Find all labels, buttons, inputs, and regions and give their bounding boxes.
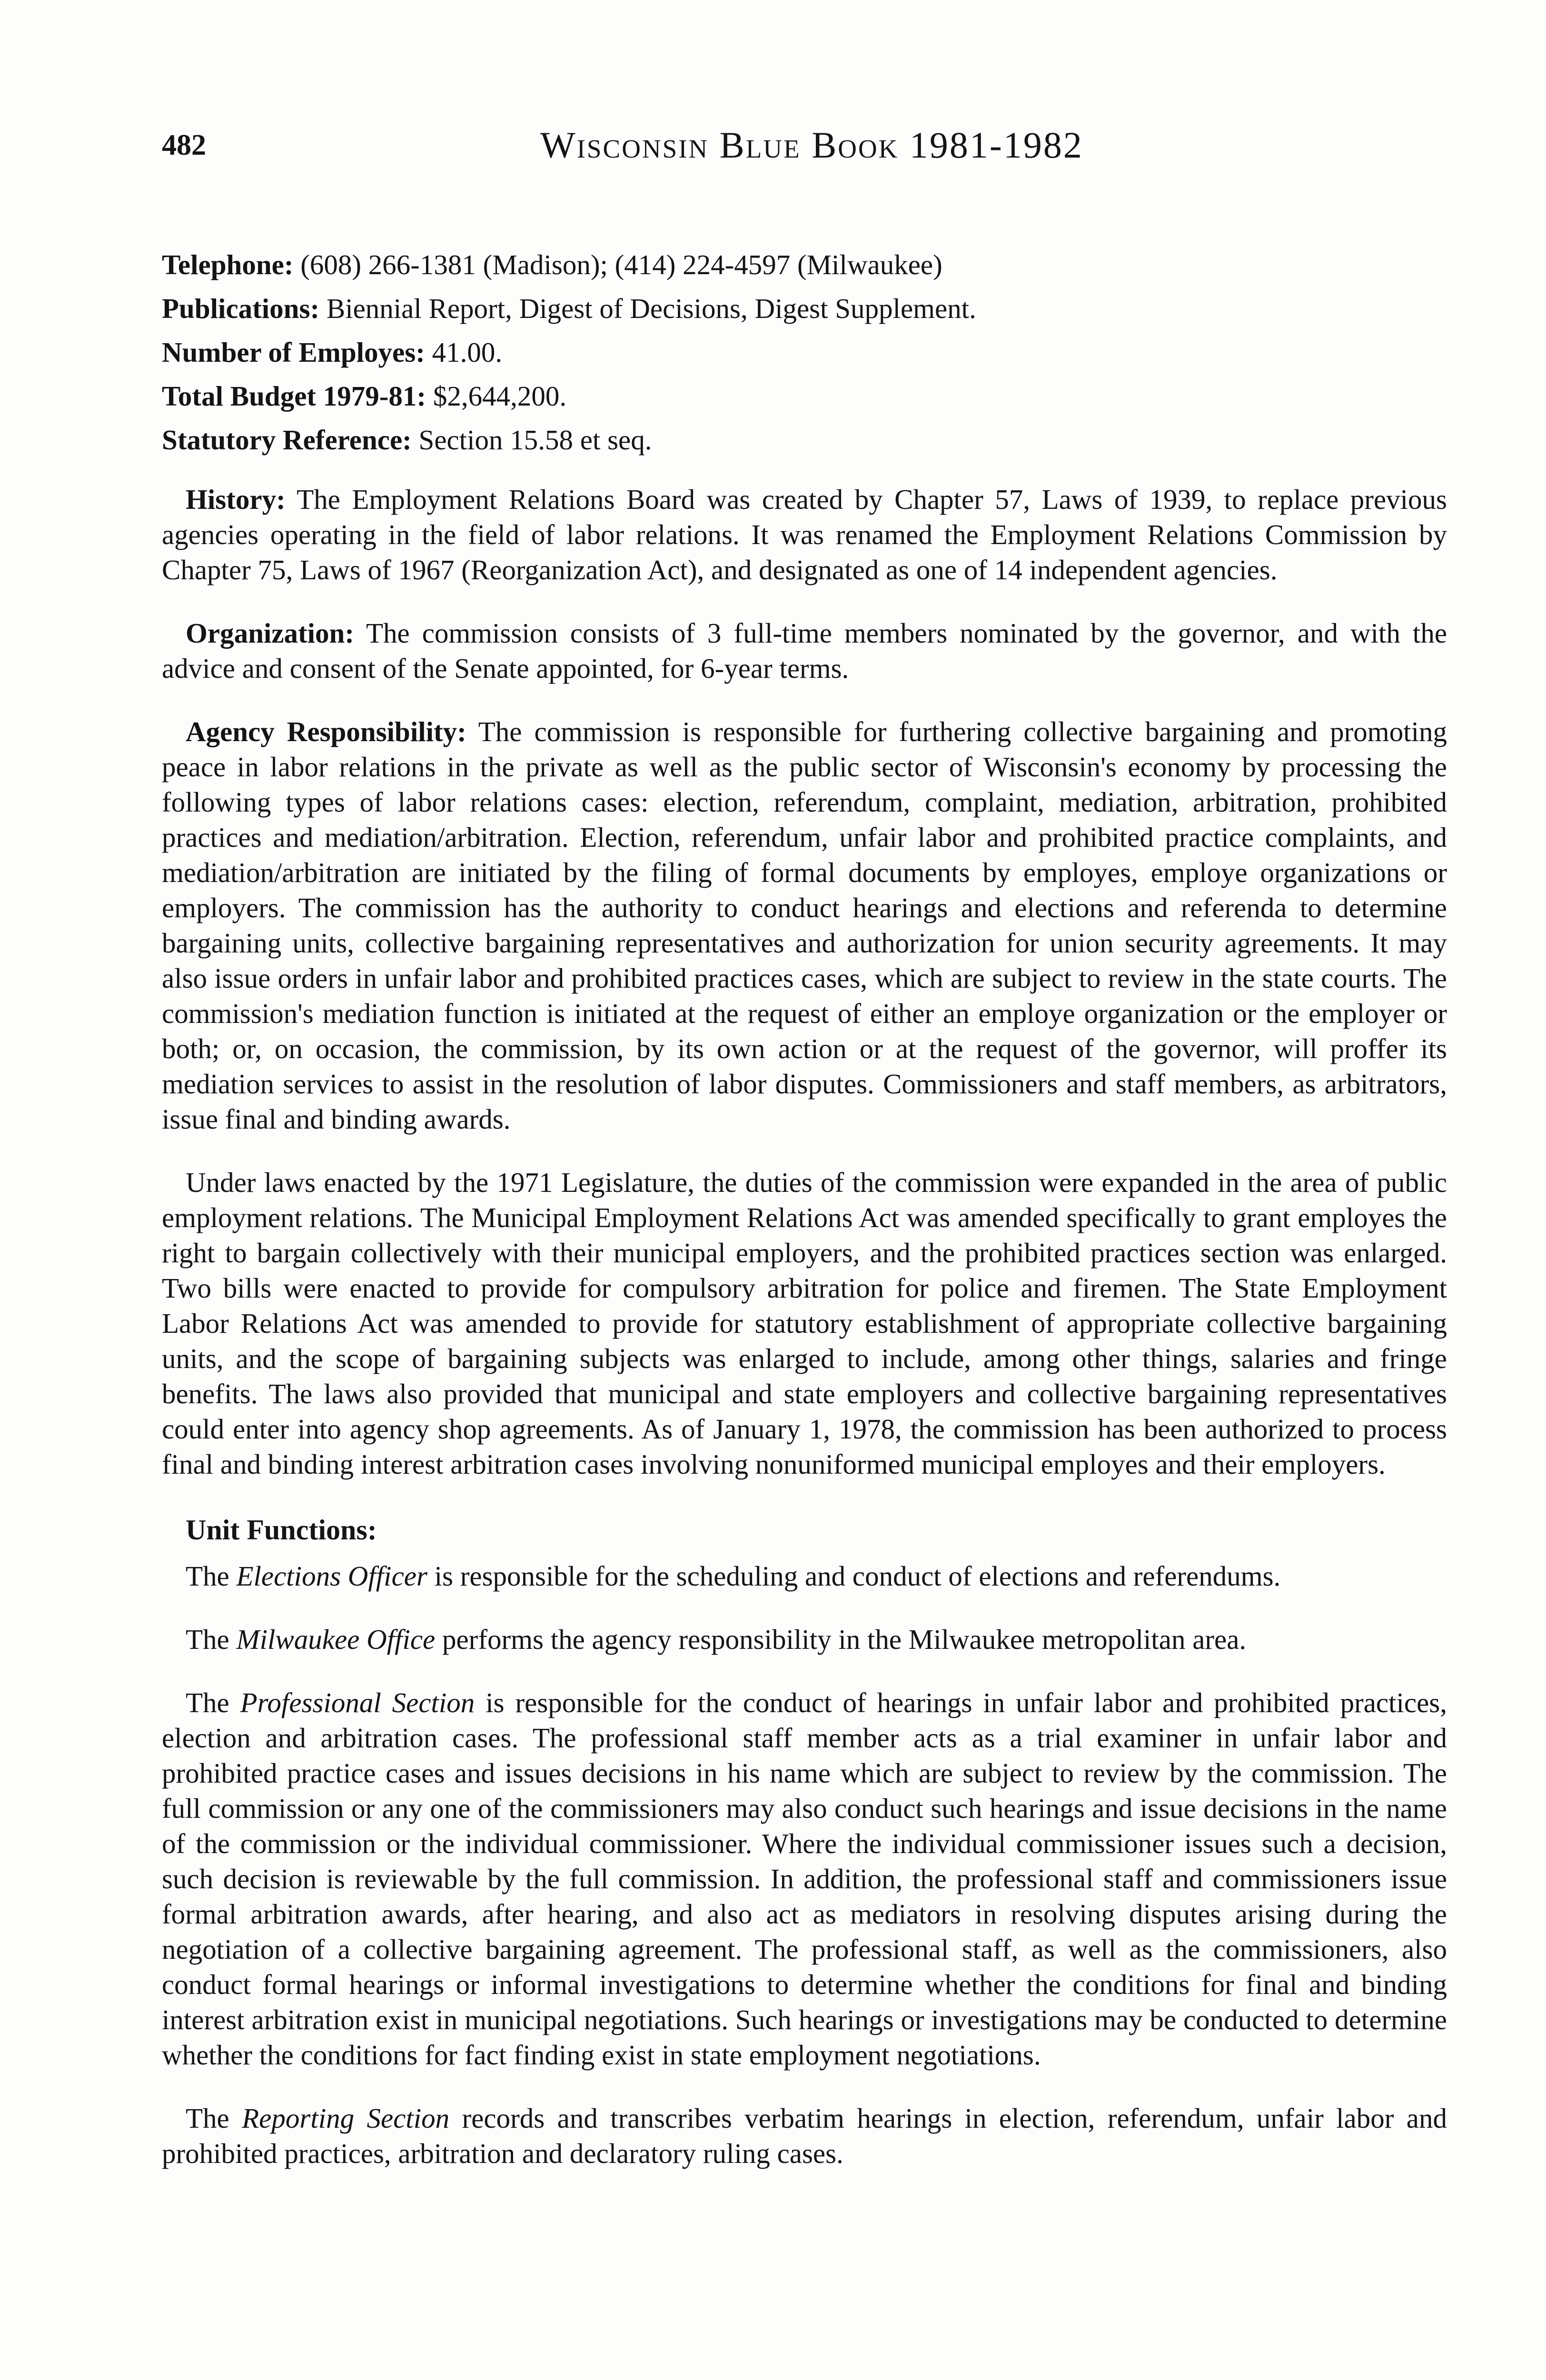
unit-lead: The [186,1624,237,1655]
unit-professional-section [162,1685,1447,2073]
fact-publications [162,287,1447,330]
agency-responsibility-label: Agency Responsibility: [186,716,466,747]
unit-reporting-section [162,2101,1447,2171]
page-header [162,119,1447,190]
fact-label: Total Budget 1979-81: [162,380,426,412]
unit-milwaukee-office [162,1622,1447,1657]
unit-functions-heading: Unit Functions: [186,1514,377,1546]
unit-text: performs the agency responsibility in the Milwaukee metropolitan area. [435,1624,1247,1655]
unit-lead: The [186,1560,237,1592]
fact-value: (608) 266-1381 (Madison); (414) 224-4597 (Milwaukee) [293,249,942,280]
running-title: Wisconsin Blue Book 1981-1982 [540,124,1083,166]
fact-value: Biennial Report, Digest of Decisions, Digest Supplement. [319,293,976,324]
fact-value: $2,644,200. [426,380,567,412]
unit-text: is responsible for the scheduling and conduct of elections and referendums. [427,1560,1281,1592]
fact-employes [162,330,1447,374]
fact-value: Section 15.58 et seq. [411,424,652,456]
organization-section [162,615,1447,686]
fact-label: Number of Employes: [162,337,425,368]
organization-label: Organization: [186,617,354,649]
organization-text: The commission consists of 3 full-time members nominated by the governor, and with the advice and consent of the Senate appointed, for 6-year terms. [162,617,1447,684]
history-label: History: [186,484,286,515]
agency-facts [162,243,1447,462]
fact-label: Telephone: [162,249,294,280]
unit-elections-officer [162,1558,1447,1594]
fact-label: Publications: [162,293,320,324]
unit-text: is responsible for the conduct of hearings in unfair labor and prohibited practices, election and arbitration cases. The professional staff member acts as a trial examiner in unfair labor and prohibited practice cases and issues decisions in his name which are subject to review by the commission. The full commission or any one of the commissioners may also conduct such hearings and issue decisions in the name of the commission or the individual commissioner. Where the individual commissioner issues such a decision, such decision is reviewable by the full commission. In addition, the professional staff and commissioners issue formal arbitration awards, after hearing, and also act as mediators in resolving disputes arising during the negotiation of a collective bargaining agreement. The professional staff, as well as the commissioners, also conduct formal hearings or informal investigations to determine whether the conditions for final and binding interest arbitration exist in municipal negotiations. Such hearings or investigations may be conducted to determine whether the conditions for fact finding exist in state employment negotiations. [162,1687,1447,2071]
unit-name: Elections Officer [236,1560,427,1592]
fact-telephone [162,243,1447,287]
unit-lead: The [186,1687,240,1718]
fact-label: Statutory Reference: [162,424,412,456]
fact-value: 41.00. [425,337,503,368]
history-section [162,482,1447,587]
unit-text: records and transcribes verbatim hearings in election, referendum, unfair labor and prohibited practices, arbitration and declaratory ruling cases. [162,2102,1447,2169]
unit-lead: The [186,2102,242,2134]
document-page [162,119,1447,2199]
agency-responsibility-text: The commission is responsible for furthering collective bargaining and promoting peace in labor relations in the private as well as the public sector of Wisconsin's economy by processing the following types of labor relations cases: election, referendum, complaint, mediation, arbitration, prohibited practices and mediation/arbitration. Election, referendum, unfair labor and prohibited practice complaints, and mediation/arbitration are initiated by the filing of formal documents by employes, employe organizations or employers. The commission has the authority to conduct hearings and elections and referenda to determine bargaining units, collective bargaining representatives and authorization for union security agreements. It may also issue orders in unfair labor and prohibited practices cases, which are subject to review in the state courts. The commission's mediation function is initiated at the request of either an employe organization or the employer or both; or, on occasion, the commission, by its own action or at the request of the governor, will proffer its mediation services to assist in the resolution of labor disputes. Commissioners and staff members, as arbitrators, issue final and binding awards. [162,716,1447,1135]
fact-budget [162,374,1447,418]
history-text: The Employment Relations Board was created by Chapter 57, Laws of 1939, to replace previous agencies operating in the field of labor relations. It was renamed the Employment Relations Commission by Chapter 75, Laws of 1967 (Reorganization Act), and designated as one of 14 independent agencies. [162,484,1447,585]
unit-name: Professional Section [240,1687,475,1718]
page-number: 482 [162,129,206,161]
unit-name: Milwaukee Office [236,1624,436,1655]
agency-responsibility-continuation: Under laws enacted by the 1971 Legislature, the duties of the commission were expanded in the area of public employment relations. The Municipal Employment Relations Act was amended specifically to grant employes the right to bargain collectively with their municipal employers, and the prohibited practices section was enlarged. Two bills were enacted to provide for compulsory arbitration for police and firemen. The State Employment Labor Relations Act was amended to provide for statutory establishment of appropriate collective bargaining units, and the scope of bargaining subjects was enlarged to include, among other things, salaries and fringe benefits. The laws also provided that municipal and state employers and collective bargaining representatives could enter into agency shop agreements. As of January 1, 1978, the commission has been authorized to process final and binding interest arbitration cases involving nonuniformed municipal employes and their employers. [162,1167,1447,1480]
fact-statutory-reference [162,418,1447,462]
agency-responsibility-section [162,714,1447,1137]
unit-name: Reporting Section [242,2102,450,2134]
